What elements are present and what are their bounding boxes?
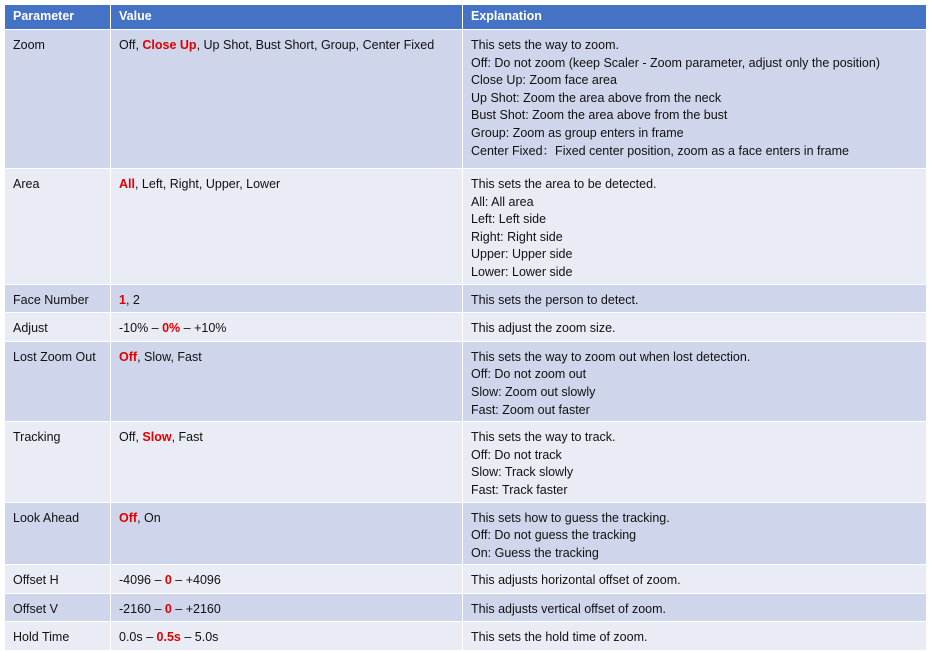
cell-value xyxy=(111,284,463,313)
cell-value xyxy=(111,422,463,502)
value-text: Off, xyxy=(119,430,143,445)
table-row xyxy=(5,422,927,502)
explanation-line: This adjusts horizontal offset of zoom. xyxy=(471,573,681,588)
explanation-line: Center Fixed：Fixed center position, zoom as a face enters in frame xyxy=(471,143,849,158)
default-value-highlight: 0.5s xyxy=(156,630,181,645)
explanation-line: Right: Right side xyxy=(471,229,563,244)
cell-parameter: Lost Zoom Out xyxy=(5,341,111,421)
table-body xyxy=(5,30,927,651)
default-value-highlight: 0% xyxy=(162,321,181,336)
explanation-line: This sets the way to zoom. xyxy=(471,38,619,52)
explanation-line: This adjust the zoom size. xyxy=(471,321,616,336)
default-value-highlight: Off xyxy=(119,349,138,364)
explanation-line: Left: Left side xyxy=(471,212,547,227)
value-text: – +10% xyxy=(180,321,227,336)
cell-parameter: Adjust xyxy=(5,313,111,342)
table-row xyxy=(5,30,927,169)
cell-value xyxy=(111,169,463,285)
cell-value xyxy=(111,30,463,169)
table-row xyxy=(5,622,927,651)
table-row xyxy=(5,341,927,421)
table-row xyxy=(5,502,927,565)
explanation-line: Off: Do not zoom (keep Scaler - Zoom parameter, adjust only the position) xyxy=(471,55,880,70)
explanation-line: This sets the way to zoom out when lost detection. xyxy=(471,349,751,364)
cell-parameter: Offset V xyxy=(5,593,111,622)
default-value-highlight: 1 xyxy=(119,292,126,307)
cell-explanation xyxy=(463,313,927,342)
value-text: , Left, Right, Upper, Lower xyxy=(134,177,281,191)
cell-parameter: Area xyxy=(5,169,111,285)
cell-explanation xyxy=(463,593,927,622)
value-text: – 5.0s xyxy=(180,630,219,645)
explanation-line: All: All area xyxy=(471,194,534,209)
default-value-highlight: Close Up xyxy=(142,38,197,52)
default-value-highlight: 0 xyxy=(164,601,172,616)
cell-value xyxy=(111,622,463,651)
cell-explanation xyxy=(463,502,927,565)
cell-value xyxy=(111,502,463,565)
value-text: -2160 – xyxy=(119,601,165,616)
value-text: 0.0s – xyxy=(119,630,157,645)
cell-explanation xyxy=(463,622,927,651)
explanation-line: This sets the hold time of zoom. xyxy=(471,630,648,645)
cell-parameter: Look Ahead xyxy=(5,502,111,565)
cell-explanation xyxy=(463,169,927,285)
table-row xyxy=(5,565,927,594)
explanation-line: This sets the way to track. xyxy=(471,430,616,445)
table-header-row xyxy=(5,5,927,30)
explanation-line: Up Shot: Zoom the area above from the neck xyxy=(471,90,722,105)
header-explanation: Explanation xyxy=(463,5,927,30)
explanation-line: Upper: Upper side xyxy=(471,247,573,262)
default-value-highlight: 0 xyxy=(164,573,172,588)
explanation-line: Close Up: Zoom face area xyxy=(471,73,617,88)
explanation-line: Off: Do not guess the tracking xyxy=(471,528,637,543)
explanation-line: Lower: Lower side xyxy=(471,264,573,279)
explanation-line: Fast: Zoom out faster xyxy=(471,402,590,417)
cell-explanation xyxy=(463,30,927,169)
value-text: , Slow, Fast xyxy=(137,349,202,364)
cell-explanation xyxy=(463,284,927,313)
table-row xyxy=(5,169,927,285)
cell-value xyxy=(111,565,463,594)
cell-explanation xyxy=(463,341,927,421)
header-value: Value xyxy=(111,5,463,30)
value-text: – +2160 xyxy=(171,601,221,616)
cell-parameter: Offset H xyxy=(5,565,111,594)
explanation-line: Slow: Track slowly xyxy=(471,465,574,480)
explanation-line: This sets the person to detect. xyxy=(471,292,639,307)
explanation-line: On: Guess the tracking xyxy=(471,545,599,560)
value-text: Off, xyxy=(119,38,143,52)
value-text: – +4096 xyxy=(171,573,221,588)
cell-parameter: Hold Time xyxy=(5,622,111,651)
cell-parameter: Zoom xyxy=(5,30,111,169)
explanation-line: This sets the area to be detected. xyxy=(471,177,657,191)
cell-parameter: Face Number xyxy=(5,284,111,313)
cell-parameter: Tracking xyxy=(5,422,111,502)
default-value-highlight: All xyxy=(119,177,135,191)
value-text: -10% – xyxy=(119,321,163,336)
cell-value xyxy=(111,341,463,421)
explanation-line: Group: Zoom as group enters in frame xyxy=(471,125,684,140)
explanation-line: Slow: Zoom out slowly xyxy=(471,384,596,399)
cell-value xyxy=(111,593,463,622)
explanation-line: Off: Do not track xyxy=(471,447,562,462)
cell-explanation xyxy=(463,422,927,502)
cell-explanation xyxy=(463,565,927,594)
parameter-table xyxy=(4,4,927,651)
explanation-line: Fast: Track faster xyxy=(471,482,568,497)
explanation-line: This adjusts vertical offset of zoom. xyxy=(471,601,666,616)
explanation-line: Bust Shot: Zoom the area above from the bust xyxy=(471,108,728,123)
value-text: , 2 xyxy=(125,292,140,307)
value-text: , Up Shot, Bust Short, Group, Center Fixed xyxy=(196,38,435,52)
explanation-line: Off: Do not zoom out xyxy=(471,367,587,382)
table-row xyxy=(5,284,927,313)
default-value-highlight: Slow xyxy=(142,430,172,445)
value-text: -4096 – xyxy=(119,573,165,588)
cell-value xyxy=(111,313,463,342)
table-row xyxy=(5,313,927,342)
table-row xyxy=(5,593,927,622)
default-value-highlight: Off xyxy=(119,510,138,525)
explanation-line: This sets how to guess the tracking. xyxy=(471,510,670,525)
value-text: , Fast xyxy=(171,430,203,445)
value-text: , On xyxy=(137,510,161,525)
header-parameter: Parameter xyxy=(5,5,111,30)
